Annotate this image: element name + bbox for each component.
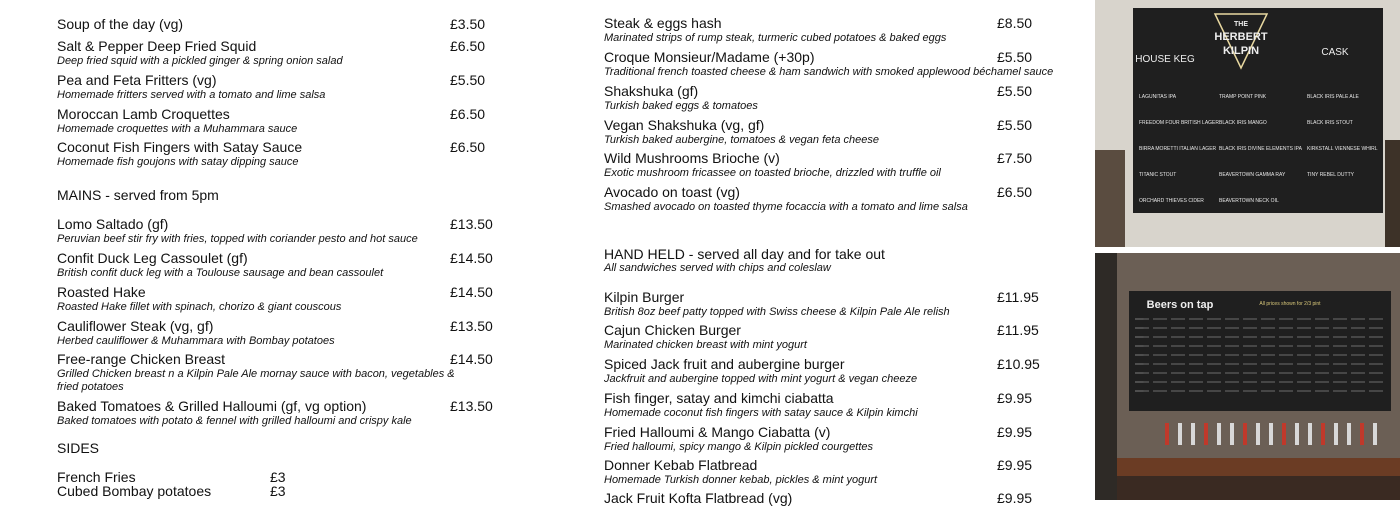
item-description: Turkish baked eggs & tomatoes	[604, 100, 758, 112]
item-price: £6.50	[450, 106, 486, 122]
item-name: Free-range Chicken Breast	[57, 351, 226, 367]
beer-tap	[1347, 423, 1351, 445]
beer-name: BLACK IRIS MANGO	[1219, 120, 1267, 126]
item-name: Wild Mushrooms Brioche (v)	[604, 150, 780, 166]
beer-name: LAGUNITAS IPA	[1139, 94, 1177, 100]
item-name: Fish finger, satay and kimchi ciabatta	[604, 390, 834, 406]
item-price: £13.50	[450, 318, 493, 334]
item-name: Donner Kebab Flatbread	[604, 457, 758, 473]
beer-name: ORCHARD THIEVES CIDER	[1139, 198, 1204, 204]
beer-tap	[1204, 423, 1208, 445]
item-price: £3	[270, 483, 286, 499]
beer-name: TINY REBEL DUTTY	[1307, 172, 1354, 178]
item-description: Smashed avocado on toasted thyme focaccia with a tomato and lime salsa	[604, 201, 968, 213]
item-price: £6.50	[450, 38, 486, 54]
beer-name: BEAVERTOWN NECK OIL	[1219, 198, 1279, 204]
beer-tap	[1217, 423, 1221, 445]
item-name: Pea and Feta Fritters (vg)	[57, 72, 217, 88]
item-description: Fried halloumi, spicy mango & Kilpin pickled courgettes	[604, 441, 874, 453]
item-name: Steak & eggs hash	[604, 15, 722, 31]
beer-tap	[1178, 423, 1182, 445]
item-price: £14.50	[450, 284, 493, 300]
beer-name: BLACK IRIS STOUT	[1307, 120, 1353, 126]
taps-title: Beers on tap	[1146, 299, 1214, 311]
item-description: British confit duck leg with a Toulouse sausage and bean cassoulet	[57, 267, 384, 279]
item-price: £11.95	[997, 322, 1039, 338]
chalkboard-svg	[1095, 0, 1400, 247]
beer-tap	[1282, 423, 1286, 445]
item-description: Jackfruit and aubergine topped with mint yogurt & vegan cheeze	[604, 373, 918, 385]
item-price: £8.50	[997, 15, 1033, 31]
item-price: £14.50	[450, 351, 493, 367]
item-name: Roasted Hake	[57, 284, 146, 300]
mains-heading: MAINS - served from 5pm	[57, 187, 219, 203]
item-description: Marinated strips of rump steak, turmeric cubed potatoes & baked eggs	[604, 32, 947, 44]
item-description: Roasted Hake fillet with spinach, chorizo & giant couscous	[57, 301, 342, 313]
item-description: Grilled Chicken breast n a Kilpin Pale Ale mornay sauce with bacon, vegetables & fried potatoes	[57, 368, 455, 393]
beer-name: BLACK IRIS DIVINE ELEMENTS IPA	[1219, 146, 1302, 152]
item-name: Lomo Saltado (gf)	[57, 216, 169, 232]
item-price: £9.95	[997, 424, 1033, 440]
beer-name: BEAVERTOWN GAMMA RAY	[1219, 172, 1286, 178]
beer-tap	[1243, 423, 1247, 445]
item-name: Baked Tomatoes & Grilled Halloumi (gf, vg option)	[57, 398, 367, 414]
beer-tap	[1308, 423, 1312, 445]
beer-tap	[1373, 423, 1377, 445]
item-price: £5.50	[450, 72, 486, 88]
item-price: £6.50	[997, 184, 1033, 200]
item-price: £5.50	[997, 83, 1033, 99]
item-price: £6.50	[450, 139, 486, 155]
item-name: Soup of the day (vg)	[57, 16, 184, 32]
item-name: Salt & Pepper Deep Fried Squid	[57, 38, 257, 54]
item-price: £11.95	[997, 289, 1039, 305]
item-name: Cajun Chicken Burger	[604, 322, 741, 338]
item-name: Jack Fruit Kofta Flatbread (vg)	[604, 490, 793, 506]
house-keg-label: HOUSE KEG	[1135, 54, 1195, 65]
beer-name: BLACK IRIS PALE ALE	[1307, 94, 1359, 100]
item-name: Vegan Shakshuka (vg, gf)	[604, 117, 765, 133]
item-description: Baked tomatoes with potato & fennel with grilled halloumi and crispy kale	[57, 415, 412, 427]
item-price: £9.95	[997, 457, 1033, 473]
beer-tap	[1295, 423, 1299, 445]
item-description: Marinated chicken breast with mint yogurt	[604, 339, 807, 351]
sides-heading: SIDES	[57, 440, 100, 456]
sign-line1: THE	[1234, 21, 1248, 28]
item-description: Traditional french toasted cheese & ham sandwich with smoked applewood béchamel sauce	[604, 66, 1054, 78]
sign-line3: KILPIN	[1222, 45, 1260, 57]
item-name: Croque Monsieur/Madame (+30p)	[604, 49, 815, 65]
item-name: Spiced Jack fruit and aubergine burger	[604, 356, 845, 372]
item-price: £9.95	[997, 390, 1033, 406]
item-price: £13.50	[450, 398, 493, 414]
hand-held-subheading: All sandwiches served with chips and coleslaw	[604, 262, 831, 274]
item-price: £13.50	[450, 216, 493, 232]
item-description: Homemade Turkish donner kebab, pickles & mint yogurt	[604, 474, 878, 486]
beer-tap	[1191, 423, 1195, 445]
item-price: £3	[270, 469, 286, 485]
item-description: Turkish baked aubergine, tomatoes & vegan feta cheese	[604, 134, 879, 146]
item-name: Avocado on toast (vg)	[604, 184, 740, 200]
item-name: Cubed Bombay potatoes	[57, 483, 212, 499]
item-description: Homemade fish goujons with satay dipping sauce	[57, 156, 299, 168]
taps-svg	[1095, 253, 1400, 500]
beer-tap	[1230, 423, 1234, 445]
item-description: Homemade coconut fish fingers with satay sauce & Kilpin kimchi	[604, 407, 918, 419]
hand-held-heading: HAND HELD - served all day and for take out	[604, 246, 885, 262]
item-name: Kilpin Burger	[604, 289, 685, 305]
item-price: £14.50	[450, 250, 493, 266]
item-price: £3.50	[450, 16, 486, 32]
item-price: £7.50	[997, 150, 1033, 166]
item-description: Peruvian beef stir fry with fries, topped with coriander pesto and hot sauce	[57, 233, 418, 245]
item-name: Coconut Fish Fingers with Satay Sauce	[57, 139, 303, 155]
beer-tap	[1334, 423, 1338, 445]
item-price: £5.50	[997, 117, 1033, 133]
item-description: Exotic mushroom fricassee on toasted brioche, drizzled with truffle oil	[604, 167, 941, 179]
item-name: Fried Halloumi & Mango Ciabatta (v)	[604, 424, 831, 440]
taps-subtitle: All prices shown for 2/3 pint	[1259, 301, 1321, 307]
item-price: £9.95	[997, 490, 1033, 506]
item-description: Deep fried squid with a pickled ginger & spring onion salad	[57, 55, 343, 67]
item-price: £5.50	[997, 49, 1033, 65]
beer-name: KIRKSTALL VIENNESE WHIRL	[1307, 146, 1378, 152]
sign-line2: HERBERT	[1214, 31, 1268, 43]
item-price: £10.95	[997, 356, 1040, 372]
item-description: Homemade croquettes with a Muhammara sauce	[57, 123, 298, 135]
beer-tap	[1256, 423, 1260, 445]
beer-tap	[1321, 423, 1325, 445]
item-name: Confit Duck Leg Cassoulet (gf)	[57, 250, 248, 266]
taps-photo	[1095, 253, 1400, 500]
item-name: Cauliflower Steak (vg, gf)	[57, 318, 214, 334]
item-description: British 8oz beef patty topped with Swiss cheese & Kilpin Pale Ale relish	[604, 306, 950, 318]
chalkboard-photo	[1095, 0, 1400, 247]
beer-name: BIRRA MORETTI ITALIAN LAGER	[1139, 146, 1217, 152]
beer-name: TRAMP POINT PINK	[1219, 94, 1267, 100]
item-name: French Fries	[57, 469, 136, 485]
cask-label: CASK	[1321, 47, 1349, 58]
item-name: Shakshuka (gf)	[604, 83, 699, 99]
beer-tap	[1165, 423, 1169, 445]
item-description: Homemade fritters served with a tomato and lime salsa	[57, 89, 326, 101]
beer-tap	[1269, 423, 1273, 445]
item-name: Moroccan Lamb Croquettes	[57, 106, 230, 122]
beer-name: FREEDOM FOUR BRITISH LAGER	[1139, 120, 1220, 126]
beer-name: TITANIC STOUT	[1139, 172, 1177, 178]
beer-tap	[1360, 423, 1364, 445]
item-description: Herbed cauliflower & Muhammara with Bombay potatoes	[57, 335, 335, 347]
